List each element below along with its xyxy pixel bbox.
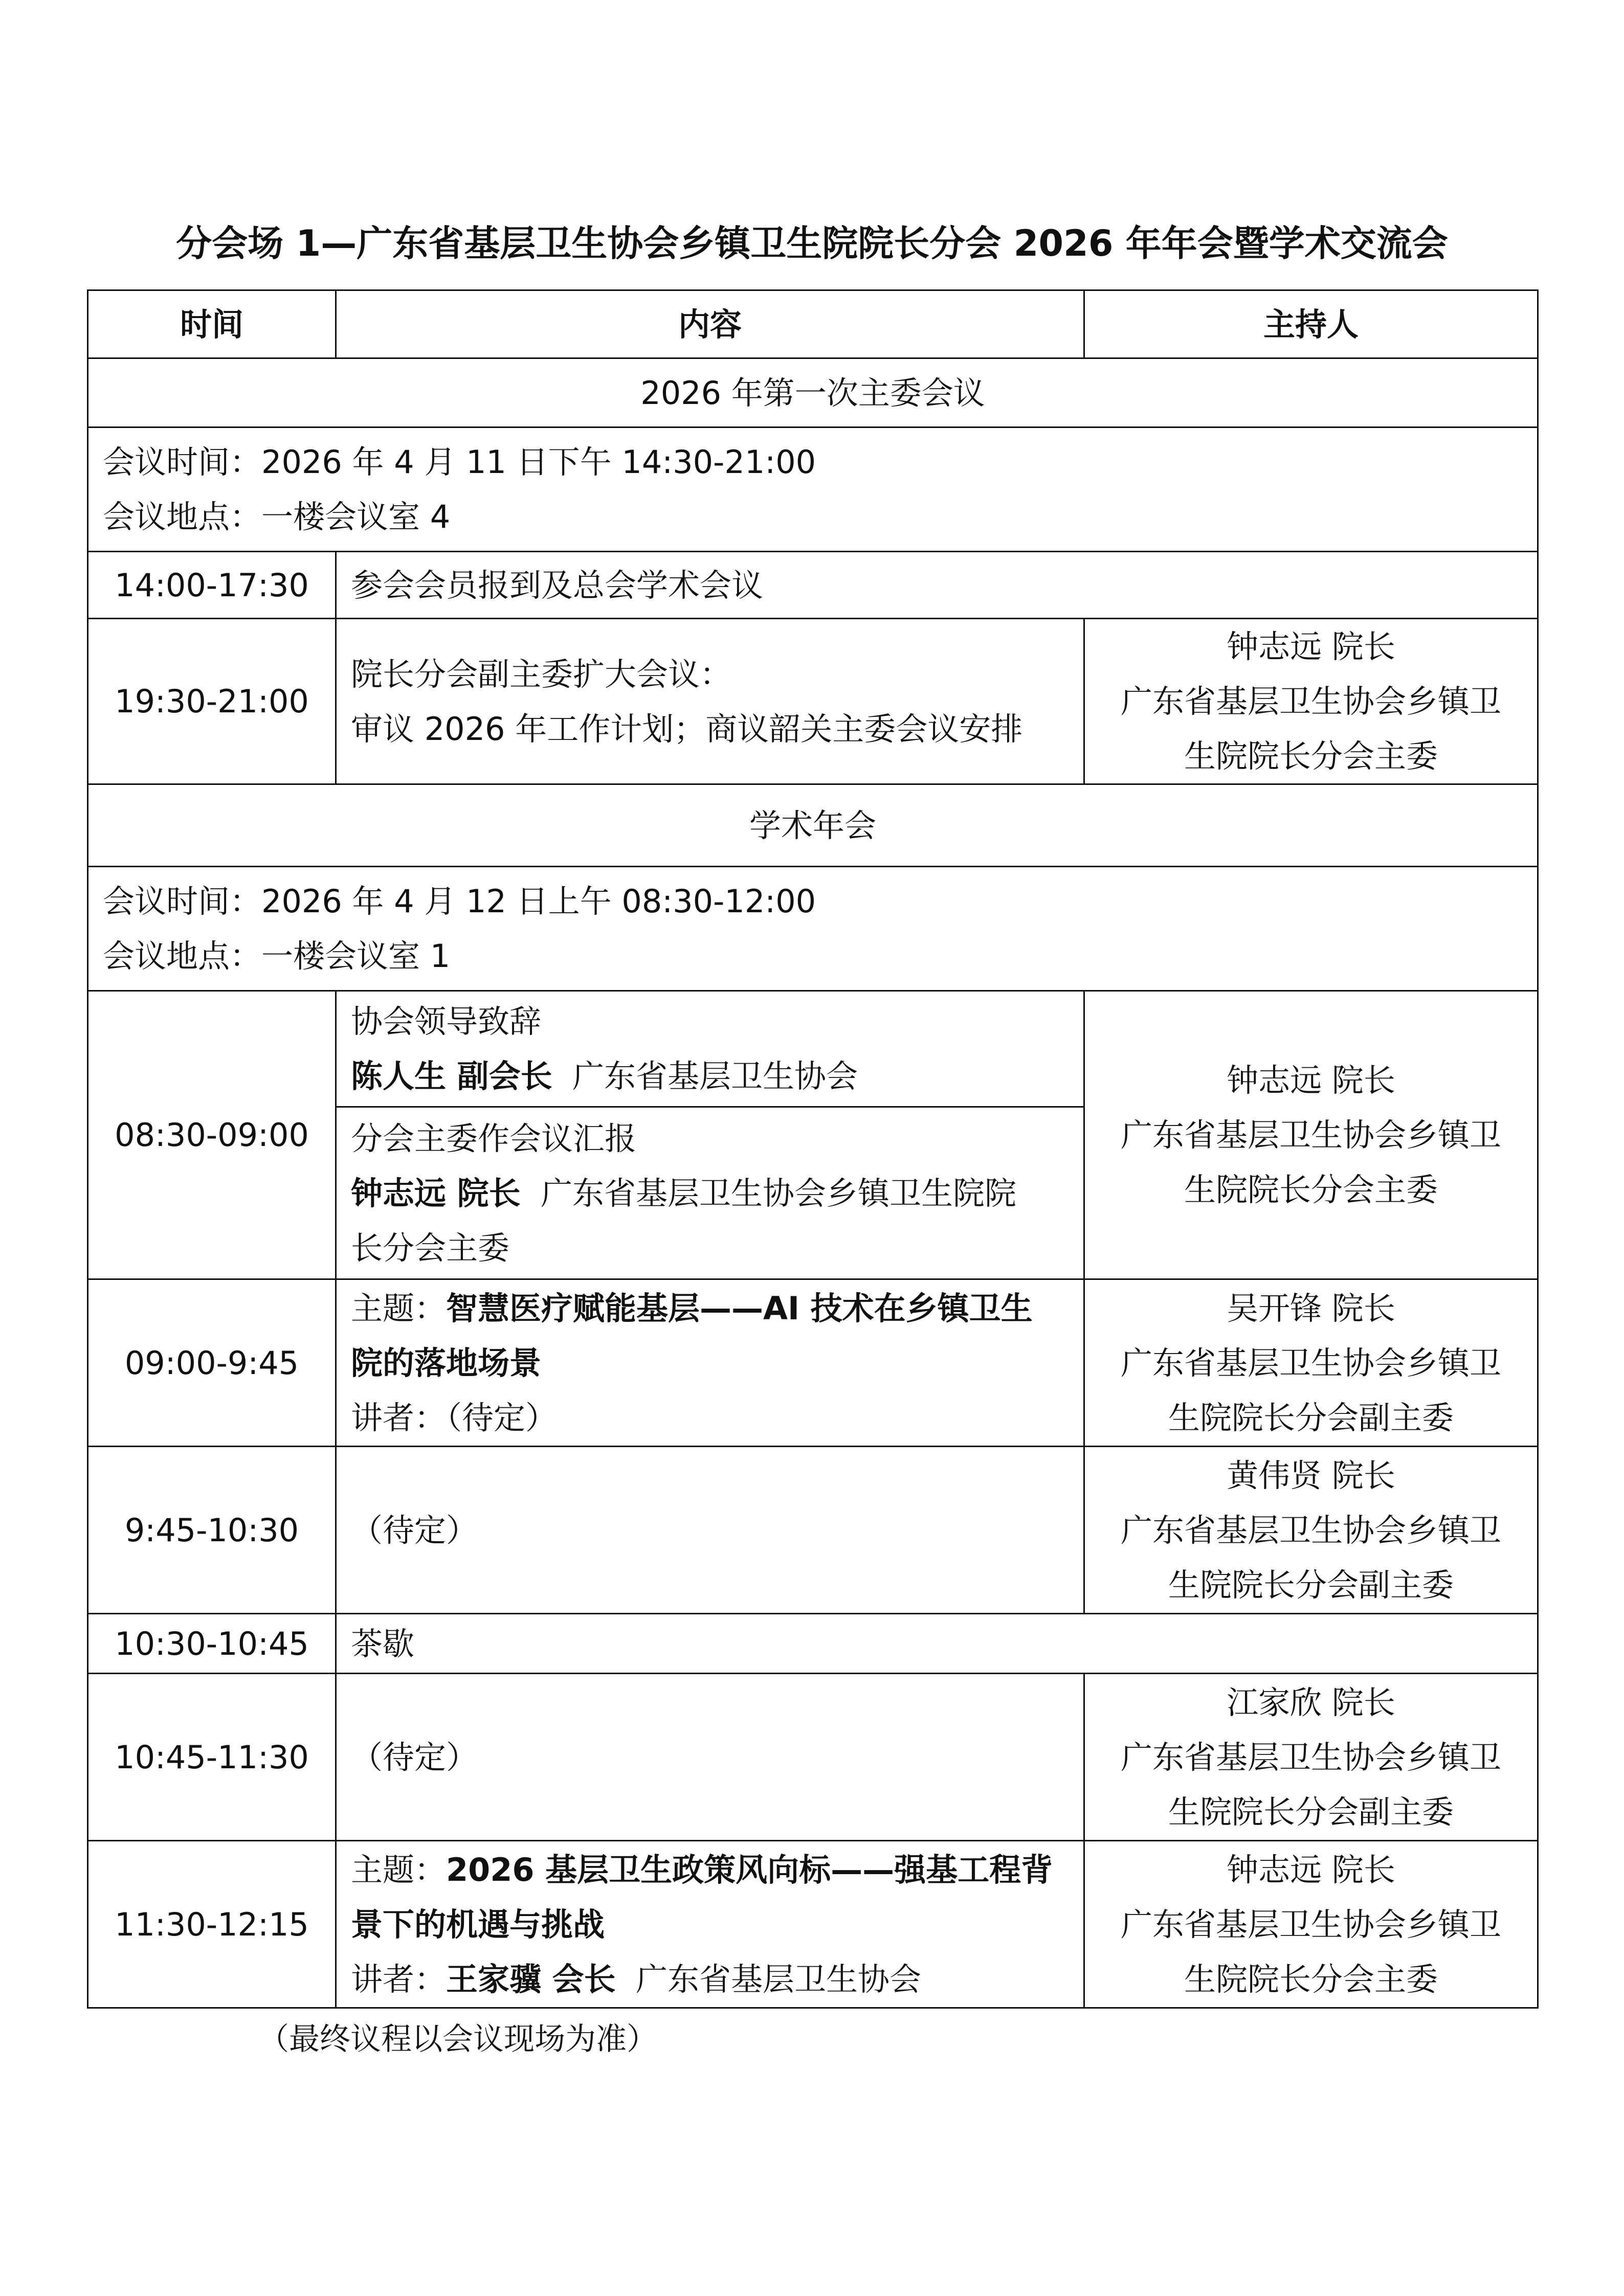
row-time: 11:30-12:15 [88,1841,336,2008]
speaker-name: 陈人生 副会长 [351,1057,552,1095]
content-line [351,1166,1069,1221]
table-row [88,991,1538,1107]
host-name: 钟志远 院长 [1227,1062,1395,1099]
row-time: 10:45-11:30 [88,1674,336,1841]
content-line: 长分会主委 [351,1229,510,1267]
host-org: 生院院长分会副主委 [1168,1399,1454,1436]
speaker-prefix: 讲者： [351,1960,447,1998]
host-name: 吴开锋 院长 [1227,1289,1395,1327]
meeting-place: 会议地点：一楼会议室 4 [103,498,451,535]
section-heading-row [88,358,1538,427]
row-content [336,619,1084,784]
table-row [88,1841,1538,2008]
topic-title: 院的落地场景 [351,1344,542,1382]
row-time: 09:00-9:45 [88,1279,336,1447]
speaker-org: 广东省基层卫生协会乡镇卫生院院 [541,1174,1017,1212]
topic-title: 2026 基层卫生政策风向标——强基工程背 [446,1851,1053,1888]
host-org: 生院院长分会主委 [1184,1960,1438,1998]
host-name: 钟志远 院长 [1227,628,1395,665]
section-heading-row [88,784,1538,867]
row-host [1084,991,1538,1279]
footnote: （最终议程以会议现场为准） [258,2021,657,2057]
host-org: 广东省基层卫生协会乡镇卫 [1120,683,1501,720]
row-host [1084,1841,1538,2008]
table-header-row [88,290,1538,358]
host-org: 生院院长分会副主委 [1168,1793,1454,1831]
meeting-time: 会议时间：2026 年 4 月 11 日下午 14:30-21:00 [103,443,816,481]
row-host [1084,1447,1538,1614]
content-line: 审议 2026 年工作计划；商议韶关主委会议安排 [351,710,1023,748]
topic-title: 景下的机遇与挑战 [351,1905,605,1943]
row-host [1084,1674,1538,1841]
table-row [88,1674,1538,1841]
row-host [1084,1279,1538,1447]
header-time: 时间 [88,290,336,358]
content-line: 分会主委作会议汇报 [351,1119,637,1157]
content-line [351,1281,1069,1336]
speaker-org: 广东省基层卫生协会 [572,1057,858,1095]
host-name: 钟志远 院长 [1227,1851,1395,1888]
table-row [88,619,1538,784]
meeting-place: 会议地点：一楼会议室 1 [103,937,451,975]
topic-title: 智慧医疗赋能基层——AI 技术在乡镇卫生 [446,1289,1033,1327]
section-heading: 学术年会 [88,784,1538,867]
section-heading: 2026 年第一次主委会议 [88,358,1538,427]
host-org: 生院院长分会副主委 [1168,1566,1454,1604]
row-content [336,1107,1084,1279]
content-line [351,1049,1069,1104]
header-host: 主持人 [1084,290,1538,358]
meeting-info [88,867,1538,991]
speaker-org: 广东省基层卫生协会 [636,1960,922,1998]
host-name: 黄伟贤 院长 [1227,1456,1395,1494]
row-time: 19:30-21:00 [88,619,336,784]
row-content: 参会会员报到及总会学术会议 [336,552,1538,619]
row-content: （待定） [336,1674,1084,1841]
speaker-name: 钟志远 院长 [351,1174,521,1212]
content-line [351,1842,1069,1897]
row-time: 10:30-10:45 [88,1614,336,1674]
row-content: 茶歇 [336,1614,1538,1674]
row-host [1084,619,1538,784]
meeting-info [88,427,1538,552]
table-row [88,1447,1538,1614]
host-org: 生院院长分会主委 [1184,737,1438,775]
row-content: （待定） [336,1447,1084,1614]
page-title: 分会场 1—广东省基层卫生协会乡镇卫生院院长分会 2026 年年会暨学术交流会 [176,222,1448,264]
content-line: 院长分会副主委扩大会议： [351,655,732,693]
table-row [88,552,1538,619]
row-time: 14:00-17:30 [88,552,336,619]
table-row [88,1614,1538,1674]
host-org: 广东省基层卫生协会乡镇卫 [1120,1511,1501,1549]
host-org: 广东省基层卫生协会乡镇卫 [1120,1116,1501,1154]
host-name: 江家欣 院长 [1227,1683,1395,1721]
content-line [351,1952,1069,2007]
meeting-info-row [88,867,1538,991]
row-time: 9:45-10:30 [88,1447,336,1614]
content-line: 讲者：（待定） [351,1399,558,1436]
header-content: 内容 [336,290,1084,358]
host-org: 广东省基层卫生协会乡镇卫 [1120,1905,1501,1943]
row-content [336,1841,1084,2008]
row-content [336,991,1084,1107]
table-row [88,1279,1538,1447]
row-content [336,1279,1084,1447]
agenda-table [87,289,1539,2009]
row-time: 08:30-09:00 [88,991,336,1279]
content-line: 协会领导致辞 [351,1003,542,1040]
meeting-time: 会议时间：2026 年 4 月 12 日上午 08:30-12:00 [103,883,816,920]
speaker-name: 王家骥 会长 [446,1960,616,1998]
topic-prefix: 主题： [351,1289,447,1327]
meeting-info-row [88,427,1538,552]
topic-prefix: 主题： [351,1851,447,1888]
host-org: 广东省基层卫生协会乡镇卫 [1120,1344,1501,1382]
host-org: 广东省基层卫生协会乡镇卫 [1120,1738,1501,1776]
host-org: 生院院长分会主委 [1184,1171,1438,1208]
